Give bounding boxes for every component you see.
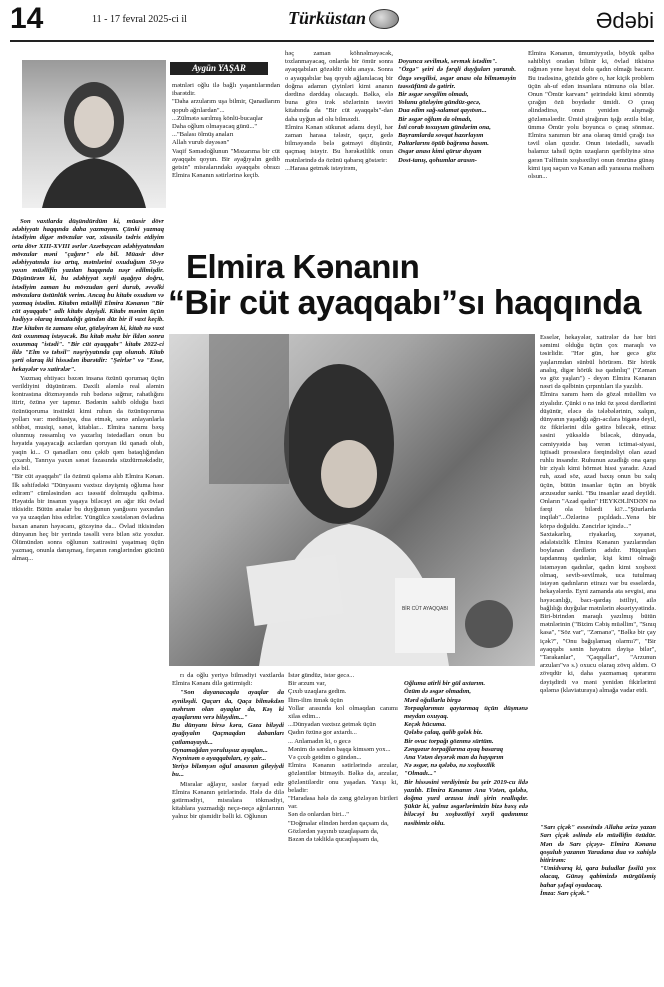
verse-intro: rı da oğlu yeriyə bilmədiyi vaxtlarda Elmira Kənanı dilə gətirmişdi: bbox=[172, 672, 284, 688]
poem-excerpt: Doyunca sevilmək, sevmək istədim". "Özgə" şeiri də fərqli duyğuları yaranıb. Özgə sevgilisi, əsgər anası ola bilməməyin təəssüfünü də gətirir. Bir əsgər sevgilim olmadı, Yolunu gözləyim gündüz-gecə, Dua edim sağ-salamat qayıtsın... Bir əsgər oğlum da olmadı, İsti corab toxuyum gündərim ona, Bayramlarda sovqat hazırlayım Paltarlarını öpüb bağrıma basım. Əsgər anası kimi qürur duyam Dost-tanış, qohumlar arasın- bbox=[398, 58, 516, 164]
column-3-bottom: İstər gündüz, istər gecə... Bir arzum var, Çıxıb uzaqlara gedim. İlim-ilim itmək üçün Yollar arasında kol olmaqdan canımı xilas edim... ...Dünyadan vaxtsız getmək üçün Qadın özünə gor axtardı... ... Anlamadın ki, o gecə Mənim də səndən başqa kimsəm yox... Və çıxıb getdim o gündən... Elmira Kənanın sətirlərində arzular, gözləntilər bitməyib. Bəlkə də, arzular, gözləntilərdir onu yaşadan. Yaxşı ki, beladir: "Haradasa hələ də zəng gözləyən birileri var. Sən də onlardan biri..." "Doğmalar elindən herdən qaçsam da, Gözlərdən yayınıb uzaqlaşsam da, Bəzən də təklikla qucaqlaşsam da, bbox=[288, 672, 398, 844]
column-2-bottom bbox=[172, 672, 284, 984]
poem-continuation: Oğluma atirli bir gül axtarım. Özüm də əsgər olmadım, Mərd oğullarla birgə Torpaqlarımızı qaytarmaq üçün düşmənə meydan oxuyaq. Keçək hücuma. Qələbə çalaq, qalib gələk biz. Bir ovuc torpağı göznmə sürtüm. Zəngəzur torpağlarına ayaq basaraq Ana Vətən deyərək man da hayqırım Nə əsgər, nə qələbə, nə xoşbəxtlik "Olmadı..." Bir hissəsini verdiyimiz bu şeir 2019-cu ildə yazılıb. Elmira Kənanın Ana Vətən, qələbə, doğma yurd arzusu indi şirin reallıqdır. Şükür ki, yalnız əsgərlərimizin bizə bəxş edə biləcəyi bu xoşbəxtliyi xeyli qadınımız nəsibimiz oldu. bbox=[404, 680, 528, 827]
column-5-top: Elmira Kənanın, ümumiyyətlə, böyük qəlbə sahibliyi oradan bilinir ki, övlad itkisinə rağmən yene həyat dolu qadın olmağı bacarır. Bu iradəsinə, gözüdə göre o, hər kiçik problem üçün ah-uf edən insanlara nümunə ola bilər. Onun "Ömür karvanı" şeirindəki kimi sönmüş çırağın özü boydadır ümidi. O çıraq əlindədirsə, onun yenidən alışmağı gözləmələrdir. Ümid şirağının işığı ərzilə bilər, ümmə Ömür yolu boyunca o çıraq sönməz. Elmira xanımın bir ana olaraq ümid çırağı isə təvil olan qızıdır. Onun istedadlı, savadlı balamız tahsil üçün uzaqların qəribliyinə sinə gərən Təlfimin xoşbəxtliyi onun ömrünə günəş kimi işıq saçsın və Kənan adlı yarasına məlhəm olsun... bbox=[528, 50, 654, 181]
article-photo bbox=[169, 334, 535, 666]
header-divider bbox=[10, 40, 654, 42]
article-paragraph: Yazmaq ehtiyacı bəzən insana özünü qorumaq üçün verildiyini düşünürəm. Daxili aləmlə real aləmin kontrastına dözməyəndə ruh bədənə sığmır, rahatlığını itirir, özünə yer tapmır. Bədənin sahib olduğu bəzi özünüqoruma instinkti kimi ruhun da özünüqoruma yolları var: meditasiya, dua etmək, sənə anlayanlarla söhbət, musiqi, sənət, kitablar... Elmira xanımı bəxş olunmuş rəssamlıq və yazarlıq istedadları onun bu həyatda yaşayacağı acılardan qoruyan iki qanadı olub, yaqin ki... O qanadları onu çəkib qəm bataqlığından çıxarıb, Tanrıya yaxın sənət fəzasında süzdürməkdədir, elə bil. "Bir cüt ayaqqabı" ilə özümü qələmə alıb Elmira Kənan. İlk səhifədəki "Dünyasını vaxtsız dəyişmiş oğluma həsr edirəm" cümləsindən acı təəssüf dolmuşdu qəlbimə. Həyatda bir insanın yaşaya biləcəyi ən ağır itki övlad itkisidir. Bütün analar bu duyğunun yanğısını yaxından və ya uzaqdan hiss edirlər. Yüngülcə xəstələnən övladına baxan ananın həyəcanı, gözəyinə da... Övlad itkisindən dünyanın heç bir yerində təsəlli verə bilən söz yoxdur. Ölümündən sonra oğlunun xatirəsini yaşatmaq üçün yazmaq, onunla danışmaq, fırçanın rənglərindən gücünü almaq... bbox=[12, 374, 164, 563]
verse-commentary: Misralar ağlayır, səslər fəryad edir Elmira Kənanın şeirlərində. Hələ də dilə gətirmədiyi, misralara tökmədiyi, kitablara yazmadığı neçə-neçə ağrılarının yalnız bir qismidir bəlli ki. Oğlunun bbox=[172, 780, 284, 821]
issue-date: 11 - 17 fevral 2025-ci il bbox=[92, 14, 187, 25]
column-1 bbox=[12, 218, 164, 983]
book-in-hand bbox=[246, 554, 343, 626]
column-2-top: mətnləri oğlu ilə bağlı yaşantılarından ibarətdir. "Daha arzularım uşa bilmir, Qanadlarım qopub ağrılardan"... ...Zülmətə sarılmış könlü-bucaqlar Daha oğlum olmayacaq günü..." ..."Balası ölmüş anaları Allah vurub dəyəsən" Vaqif Səmədoğlunun "Məzarıma bir cüt ayaqqabı qoyun. Bir ayağıyalın gedib getsin" misralarındakı ayaqqabı obrazı Elmira Kənanın sətirlərinə keçib. bbox=[172, 82, 280, 180]
page-number: 14 bbox=[10, 2, 44, 35]
author-name: Aygün YAŞAR bbox=[170, 62, 268, 75]
newspaper-logo[interactable] bbox=[288, 8, 399, 29]
column-4-bottom bbox=[404, 672, 528, 984]
article-intro: Son vaxtlarda düşündürdüm ki, müasir dövr ədəbiyyatı haqqında daha yazmayım. Çünki yazmaq istədiyim digər mövzular var, xüsusilə tədris etdiyim orta dövr XIII-XVIII əsrlər Azərbaycan ədəbiyyatından mövzular məni "çağırır" elə bil. Müasir dövr ədəbiyyatında isə artıq, mətnlərini oxuduğum 50-yə yaxın müəllifin yazılan haqqında nəşr edilmişdir. Düşünürəm ki, bu ədəbiyyat xeyli aşağıya doğru, istədiyim zaman bu mövzudan geri durub, əvvəlki mövzulara üstünlük verim. Ancaq bu kitabı oxudum və yazmaq istədim. Kitabın müəllifi Elmira Kənanın "Bir cüt ayaqqabı" adlı kitabı dayişdi. Kitabı mənim üçün hədiyyə olaraq imzaladığı gündən düz bir il vaxt keçib. Hər kitabın öz zamanı olur, gözləyirəm ki, kitab nə vaxt özü oxunmaq istəyəcək. Bu kitab məhz bir ildən sonra oxunmaq "istədi". "Bir cüt ayaqqabı" kitabı 2022-ci ildə "Elm və təhsil" nəşriyyatında çap olunub. Kitab şərti olaraq iki hissədən ibarətdir: "Şeirlər" və "Esse, hekayələr və xatirələr". bbox=[12, 218, 164, 373]
book-cover-title: BİR CÜT AYAQQABI bbox=[401, 606, 449, 612]
portrait-illustration bbox=[22, 60, 166, 208]
article-title-line-2: “Bir cüt ayaqqabı”sı haqqında bbox=[168, 284, 641, 322]
book-cover bbox=[395, 578, 455, 653]
closing-quote: "Sarı çiçək" essesində Allaha ərizə yazan Sarı çiçək əslində elə müəllifin özüdür. Mən də Sarı çiçəyə- Elmira Kənana qoşulub yazanın Yaradana dua və xahişlə bitirirəm: "Umidvarıq ki, qara buludlar fəsilü yox olacaq, Günəş qabimizdə mürgüləmiş bahar şəfəqi oyadacaq. İmza: Sarı çiçək." bbox=[540, 824, 656, 897]
article-title-line-1: Elmira Kənanın bbox=[186, 248, 420, 285]
column-5-closing bbox=[540, 816, 656, 984]
column-4-top bbox=[398, 50, 516, 238]
logo-text: Türküstan bbox=[288, 8, 367, 28]
column-3-top: həç zaman köhnəlməyəcək, tozlanmayacaq, onlarda bir ömür sonra ayaqqabıları gözəldir oldu anaya. Sonra o ayaqqabılar baş qoyub ağlanılacaq bir doğma adamın çiyinləri kimi ananın dərdinə dərddaş olacaqdı. Bəlkə, elə buna görə irək sözlərinin təsviri kitabında da "Bir cüt ayaqqabı"-dan daha uyğun ad olu bilməzdi. Elmira Kənan sükunət adamı deyil, hər zaman harasa tələsir, qaçır, gedə bilməyəndə belə gətməyi düşünür, qaçmaq istəyir. Bu hərəkətlilik onun mətnlərində də özünü qabarıq göstərir: ...Harasa getmək istəyirəm, bbox=[285, 50, 393, 172]
author-portrait bbox=[22, 60, 166, 208]
section-title: Ədəbi bbox=[595, 8, 654, 33]
globe-icon bbox=[369, 9, 399, 29]
photo-illustration bbox=[169, 334, 535, 666]
column-5-body: Esselər, hekayələr, xatirələr də hər biri səmimi olduğu üçün çox maraqlı və təsirlidir. "Hər gün, hər gecə göz yaşlarımdan sünbül hörürəm. Bir hörük analıq, digər hörük isə qadınlıq" ("Zəman və göz yaşları") - deyən Elmira Kənanın nəsri də qəlbinin çırpıntıları ilə yazılıb. Elmira xanım həm də gözəl müəllim və ziyalıdır. Çünki o nə inki öz şəxsi dərdlərini düşünür, eləcə də tələbələrinin, xalqın, dünyanın yaşadığı ağrı-acılara biganə deyil, öz fikirlərini dilə gətirə bilecək, etiraz səsini yüksəldə biləcək, dünyada, cəmiyyətdə baş verən ictimai-siyasi, iqtisadi proseslərə fərqindəliyi olan azad ruhlu insandır. Ruhunun azadlığı ona qarşı bir ziyalı kimi hörmət hissi yaradır. Azad ruh, azad söz, azad baxış onun bu xalq üçün, bütün insanlar üçün ən böyük arzusudur sanki. "Bu insanlar azad deyildi. Onların "Azad qadın" HEYKƏLİNDƏN nə fərqi ola bilərdi ki?..."Şüurlarda inqilab"...Özlərinə pıçıldadı...Yenə bir körpə doğuldu. Zəncirlər içində..." Saxtakarlıq, riyakarlıq, xəyanət, ədalətsizlik Elmira Kənanın yazılarından boylanan dərdlərin adıdır. Hüquqları tapdanmış qadınlar, kişi kimi olmağı istəməyən qadınlar, qadın kimi xoşbəxt olmaq, sevib-sevilmək, uca tutulmaq istəyən qadınların etirazı var bu esselərdə, hekayələrdə. Eyni zamanda ata sevgisi, ana həyəcanlığı, bacı-qardaş istiliyi, ailə bağlılığı duyğular mətnlərin əksəriyyətində. Biri-birindən maraqlı yazılmış bütün mətnlərinin ("Bizim Cəbiş müəllim", "Sınıq kasa", "Söz var", "Zəmanə", "Bəlkə bir çay içək?", "Onu bağışlamaq olarmı?", "Bir ayaqqabı sənin həyatını dəyişə bilər", "Tarakanlar", "Çaqqallar", "Arzunun arzuları"və s.) oxucu olaraq zövq aldım. O zövqdür ki, daha yazmamaq qərarımı dəyişdirdi və məni yenidən fikirlərimi qələmə (klaviaturaya) almağa vadar etdi. bbox=[540, 334, 656, 694]
verse-quote: "Son dayanacaqda ayaqlar da eyniləşdi. Qaçarı da, Qaça bilməkdən məhrum olan ayaqlar da, Kəş ki ayaqlarımı verə biləydim..." Bu dünyanı birsə kəra, Gəza biləydi ayağıyalın Qaçmaqdan dabanları çatlamayaydı... Oynamağdan yoruluşsuz ayaqlan... Neyninəm o ayaqqabıları, ey şair... Yeriyə biləmyən oğul anasının gileyiydi bu... bbox=[172, 689, 284, 779]
